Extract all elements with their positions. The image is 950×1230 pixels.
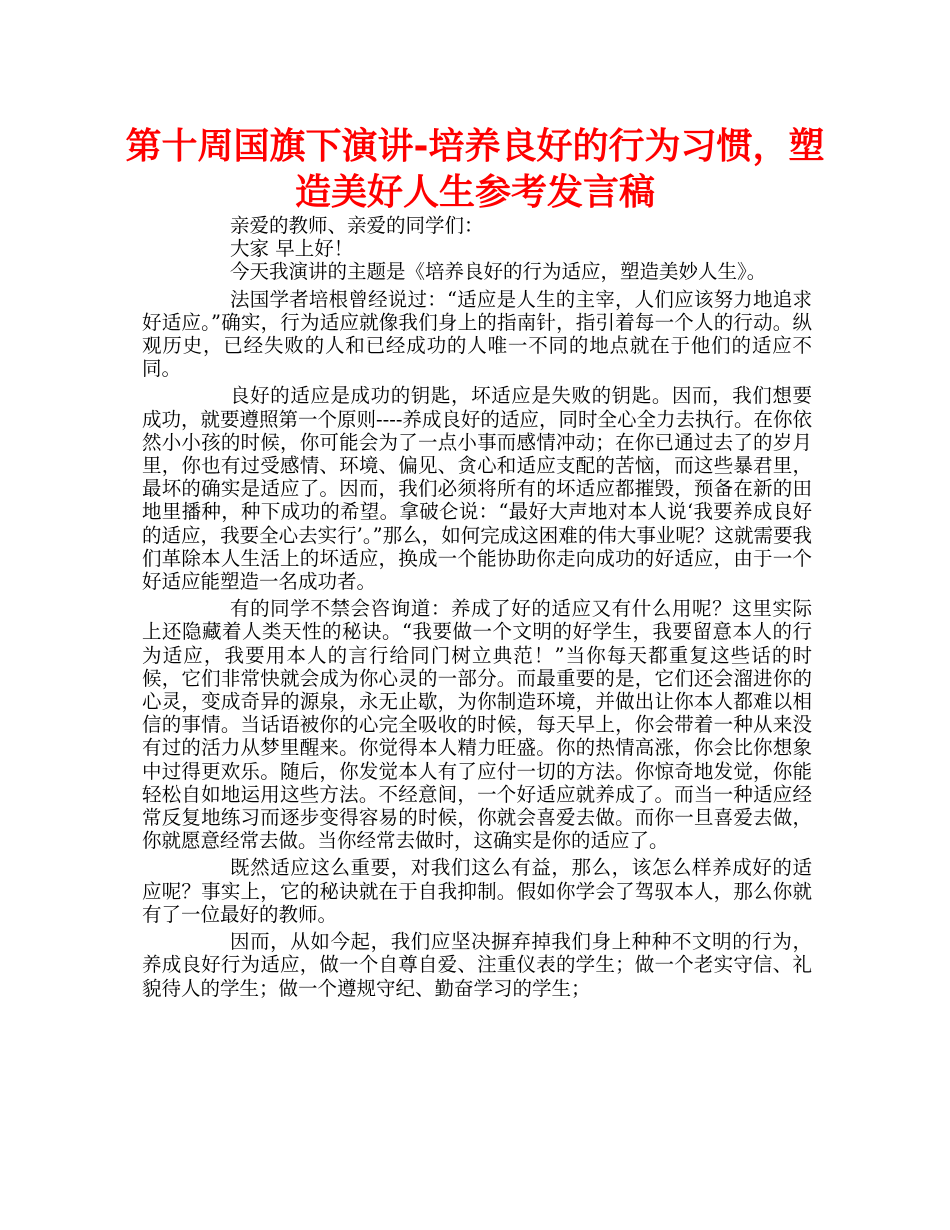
paragraph-key-to-success: 良好的适应是成功的钥匙，坏适应是失败的钥匙。因而，我们想要成功，就要遵照第一个原则----养成良好的适应，同时全心全力去执行。在你依然小小孩的时候，你可能会为了一点小事而感情冲动；在你已通过去了的岁月里，你也有过受感情、环境、偏见、贪心和适应支配的苦恼，而这些暴君里，最坏的确实是适应了。因而，我们必须将所有的坏适应都摧毁，预备在新的田地里播种，种下成功的希望。拿破仑说：“最好大声地对本人说‘我要养成良好的适应，我要全心去实行’。”那么，如何完成这困难的伟大事业呢？这就需要我们革除本人生活上的坏适应，换成一个能协助你走向成功的好适应，由于一个好适应能塑造一名成功者。 (142, 384, 812, 594)
morning-greeting: 大家 早上好！ (230, 237, 354, 261)
paragraph-self-control: 既然适应这么重要，对我们这么有益，那么，该怎么样养成好的适应呢？事实上，它的秘诀就在于自我抑制。假如你学会了驾驭本人，那么你就有了一位最好的教师。 (142, 856, 812, 926)
paragraph-secret-of-habit: 有的同学不禁会咨询道：养成了好的适应又有什么用呢？这里实际上还隐藏着人类天性的秘诀。“我要做一个文明的好学生，我要留意本人的行为适应，我要用本人的言行给同门树立典范！”当你每天都重复这些话的时候，它们非常快就会成为你心灵的一部分。而最重要的是，它们还会溜进你的心灵，变成奇异的源泉，永无止歇，为你制造环境，并做出让你本人都难以相信的事情。当话语被你的心完全吸收的时候，每天早上，你会带着一种从来没有过的活力从梦里醒来。你觉得本人精力旺盛。你的热情高涨，你会比你想象中过得更欢乐。随后，你发觉本人有了应付一切的方法。你惊奇地发觉，你能轻松自如地运用这些方法。不经意间，一个好适应就养成了。而当一种适应经常反复地练习而逐步变得容易的时候，你就会喜爱去做。而你一旦喜爱去做，你就愿意经常去做。当你经常去做时，这确实是你的适应了。 (142, 597, 812, 853)
paragraph-bacon-quote: 法国学者培根曾经说过：“适应是人生的主宰，人们应该努力地追求好适应。”确实，行为适应就像我们身上的指南针，指引着每一个人的行动。纵观历史，已经失败的人和已经成功的人唯一不同的地点就在于他们的适应不同。 (142, 287, 812, 381)
greeting-line: 亲爱的教师、亲爱的同学们： (230, 214, 484, 237)
document-body (142, 214, 812, 1000)
document-title: 第十周国旗下演讲-培养良好的行为习惯，塑造美好人生参考发言稿 (125, 126, 825, 213)
paragraph-topic: 今天我演讲的主题是《培养良好的行为适应，塑造美妙人生》。 (230, 260, 767, 284)
paragraph-call-to-action: 因而，从如今起，我们应坚决摒弃掉我们身上种种不文明的行为，养成良好行为适应，做一个自尊自爱、注重仪表的学生；做一个老实守信、礼貌待人的学生；做一个遵规守纪、勤奋学习的学生； (142, 930, 812, 1000)
